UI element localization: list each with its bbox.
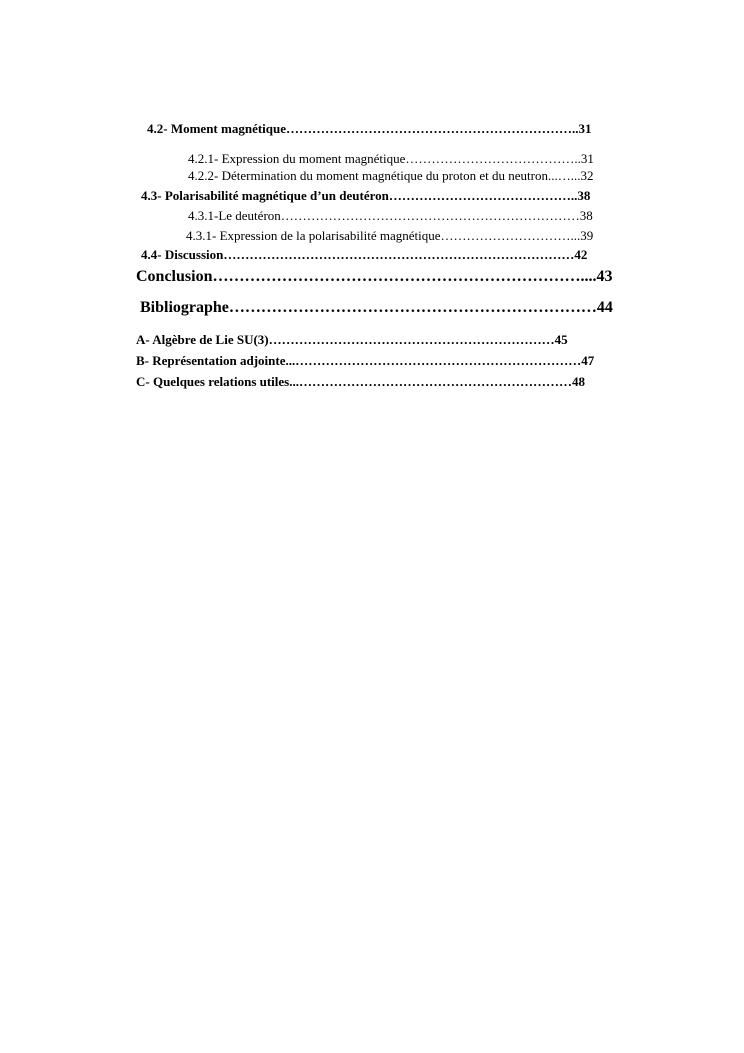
toc-entry-annexe-a: A- Algèbre de Lie SU(3)…………………………………………………………45 <box>136 332 568 347</box>
toc-entry-annexe-c: C- Quelques relations utiles...………………………………………………………48 <box>136 374 585 389</box>
toc-entry-4-3-1-deuteron: 4.3.1-Le deutéron……………………………………………………………38 <box>188 208 593 223</box>
toc-entry-annexe-b: B- Représentation adjointe...…………………………………………………………47 <box>136 353 595 368</box>
toc-entry-4-3-1-expression: 4.3.1- Expression de la polarisabilité magnétique…………………………...39 <box>186 228 594 243</box>
toc-entry-4-2-2: 4.2.2- Détermination du moment magnétique du proton et du neutron...…...32 <box>188 168 594 183</box>
toc-entry-4-4: 4.4- Discussion………………………………………………………………………42 <box>141 247 588 262</box>
toc-entry-bibliographe: Bibliographe……………………………………………………………44 <box>140 299 613 316</box>
toc-entry-conclusion: Conclusion……………………………………………………………....43 <box>136 268 613 285</box>
toc-entry-4-3: 4.3- Polarisabilité magnétique d’un deutéron……………………………………..38 <box>141 188 591 203</box>
toc-entry-4-2-1: 4.2.1- Expression du moment magnétique…………………………………..31 <box>188 151 594 166</box>
toc-entry-4-2: 4.2- Moment magnétique…………………………………………………………..31 <box>147 121 592 136</box>
